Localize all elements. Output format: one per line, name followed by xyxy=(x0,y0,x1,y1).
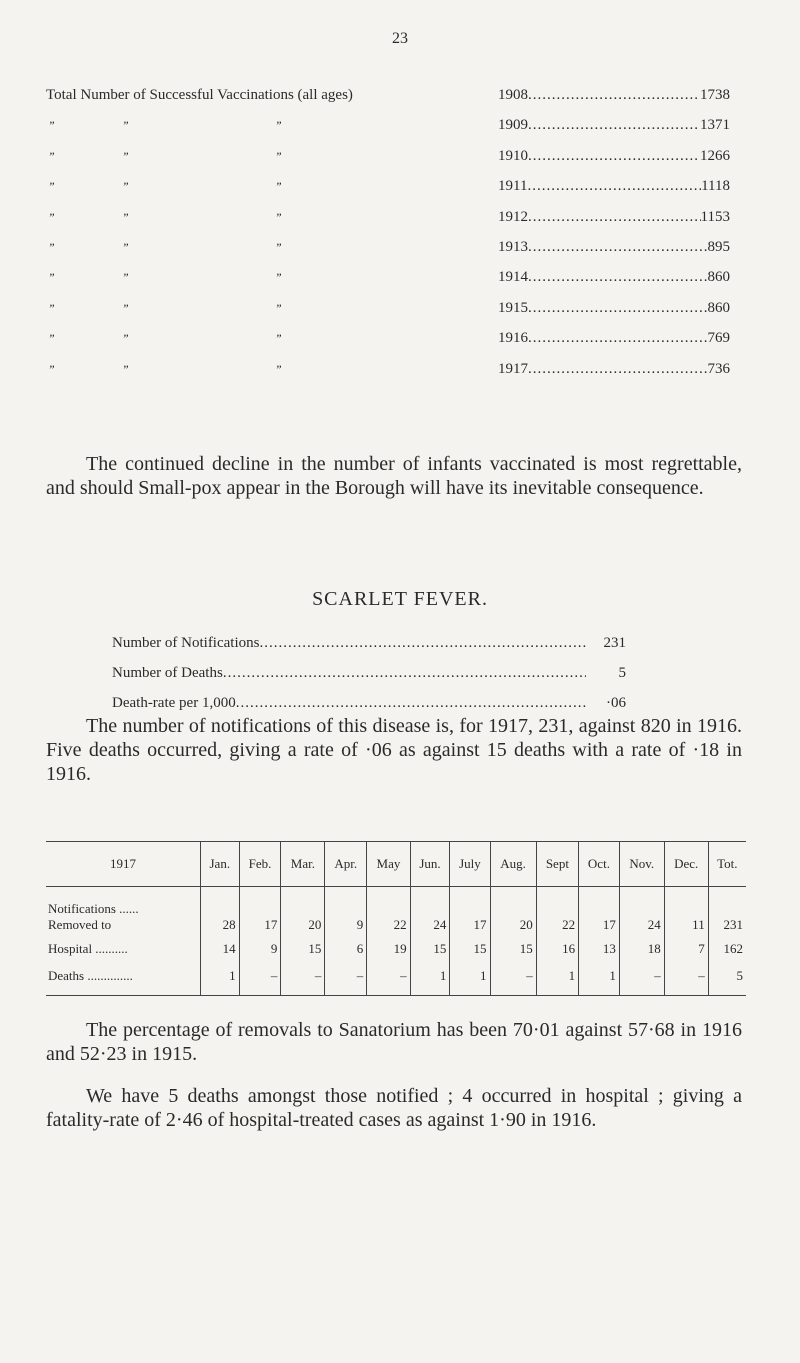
table-cell: – xyxy=(664,957,708,996)
ditto-mark: ” xyxy=(275,118,282,133)
table-cell: 1 xyxy=(201,957,240,996)
ditto-mark: ” xyxy=(48,179,55,194)
vaccination-year: 1909 xyxy=(498,117,528,134)
ditto-mark: ” xyxy=(122,361,129,376)
vaccination-row xyxy=(46,202,746,232)
table-cell: – xyxy=(367,957,410,996)
ditto-mark: ” xyxy=(122,148,129,163)
vaccination-year: 1910 xyxy=(498,147,528,164)
vaccination-count: 736 xyxy=(707,360,730,377)
leader-dots xyxy=(223,658,586,688)
table-cell: 16 xyxy=(536,933,578,957)
vaccination-row xyxy=(46,323,746,353)
section-title-scarlet-fever: SCARLET FEVER. xyxy=(312,588,488,610)
table-cell: 11 xyxy=(664,887,708,934)
table-cell: 22 xyxy=(536,887,578,934)
paragraph-text: The number of notifications of this disease is, for 1917, 231, against 820 in 1916. Five deaths occurred, giving a rate of ·06 as against 15 deaths with a rate of ·18 in 1916. xyxy=(46,715,742,785)
ditto-mark: ” xyxy=(275,300,282,315)
ditto-mark: ” xyxy=(48,118,55,133)
vaccination-row xyxy=(46,262,746,292)
table-cell: 24 xyxy=(410,887,450,934)
paragraph-notifications xyxy=(46,714,742,786)
leader-dots xyxy=(528,80,700,110)
leader-dots xyxy=(528,141,700,171)
table-cell: 28 xyxy=(201,887,240,934)
vaccinations-label: Total Number of Successful Vaccinations (all ages) xyxy=(46,87,353,103)
vaccination-year: 1917 xyxy=(498,360,528,377)
vaccination-year: 1912 xyxy=(498,208,528,225)
table-cell: 22 xyxy=(367,887,410,934)
table-cell: – xyxy=(325,957,367,996)
table-cell: 20 xyxy=(281,887,325,934)
leader-dots xyxy=(528,202,701,232)
ditto-mark: ” xyxy=(48,148,55,163)
vaccination-count: 1371 xyxy=(700,117,730,134)
column-header: Apr. xyxy=(325,842,367,887)
leader-dots xyxy=(528,323,708,353)
vaccination-count: 769 xyxy=(707,330,730,347)
column-header: Sept xyxy=(536,842,578,887)
column-header: Feb. xyxy=(239,842,281,887)
table-cell: 1 xyxy=(410,957,450,996)
table-cell: 1 xyxy=(579,957,620,996)
table-cell: – xyxy=(619,957,664,996)
ditto-mark: ” xyxy=(275,209,282,224)
table-cell: – xyxy=(490,957,536,996)
ditto-mark: ” xyxy=(48,331,55,346)
vaccination-count: 860 xyxy=(707,269,730,286)
stat-value: 5 xyxy=(618,665,626,681)
table-row xyxy=(46,887,746,934)
table-cell: – xyxy=(239,957,281,996)
ditto-mark: ” xyxy=(48,209,55,224)
stat-value: ·06 xyxy=(606,695,626,711)
column-header: Aug. xyxy=(490,842,536,887)
table-cell: 18 xyxy=(619,933,664,957)
stat-label: Number of Notifications xyxy=(112,635,260,651)
ditto-mark: ” xyxy=(275,179,282,194)
vaccination-year: 1911 xyxy=(498,178,528,195)
paragraph-fatality xyxy=(46,1084,742,1132)
column-header: Dec. xyxy=(664,842,708,887)
table-cell: 162 xyxy=(708,933,746,957)
vaccination-count: 1266 xyxy=(700,147,730,164)
column-header: 1917 xyxy=(110,856,136,871)
table-cell: 6 xyxy=(325,933,367,957)
table-cell: 1 xyxy=(536,957,578,996)
table-cell: 19 xyxy=(367,933,410,957)
ditto-mark: ” xyxy=(122,331,129,346)
table-cell: 17 xyxy=(239,887,281,934)
vaccination-year: 1915 xyxy=(498,299,528,316)
leader-dots xyxy=(259,628,586,658)
vaccination-row xyxy=(46,80,746,110)
table-cell: – xyxy=(281,957,325,996)
ditto-mark: ” xyxy=(48,270,55,285)
ditto-mark: ” xyxy=(275,270,282,285)
vaccinations-list xyxy=(46,80,746,384)
ditto-mark: ” xyxy=(122,179,129,194)
vaccination-year: 1908 xyxy=(498,87,528,103)
leader-dots xyxy=(528,354,708,384)
column-header: Jan. xyxy=(201,842,240,887)
table-cell: 15 xyxy=(281,933,325,957)
vaccination-count: 1118 xyxy=(701,178,730,195)
ditto-mark: ” xyxy=(275,239,282,254)
vaccination-year: 1916 xyxy=(498,330,528,347)
leader-dots xyxy=(528,110,700,140)
ditto-mark: ” xyxy=(48,239,55,254)
vaccination-count: 860 xyxy=(707,299,730,316)
column-header: July xyxy=(450,842,490,887)
row-label: Notifications ...... Removed to xyxy=(48,901,139,932)
scarlet-fever-stats xyxy=(112,628,626,718)
table-cell: 24 xyxy=(619,887,664,934)
column-header: Tot. xyxy=(708,842,746,887)
table-cell: 15 xyxy=(410,933,450,957)
table-cell: 231 xyxy=(708,887,746,934)
vaccination-row xyxy=(46,171,746,201)
vaccination-row xyxy=(46,293,746,323)
table-cell: 15 xyxy=(490,933,536,957)
column-header: Nov. xyxy=(619,842,664,887)
stat-value: 231 xyxy=(603,635,626,651)
table-cell: 1 xyxy=(450,957,490,996)
ditto-mark: ” xyxy=(48,361,55,376)
vaccination-count: 895 xyxy=(707,238,730,255)
paragraph-text: We have 5 deaths amongst those notified ; 4 occurred in hospital ; giving a fatality-rate of 2·46 of hospital-treated cases as against 1·90 in 1916. xyxy=(46,1085,742,1131)
column-header: Oct. xyxy=(579,842,620,887)
ditto-mark: ” xyxy=(275,148,282,163)
table-cell: 17 xyxy=(450,887,490,934)
table-row xyxy=(46,933,746,957)
vaccination-count: 1153 xyxy=(700,208,730,225)
vaccination-row xyxy=(46,232,746,262)
table-cell: 17 xyxy=(579,887,620,934)
ditto-mark: ” xyxy=(48,300,55,315)
table-cell: 15 xyxy=(450,933,490,957)
ditto-mark: ” xyxy=(275,361,282,376)
table-row xyxy=(46,957,746,996)
vaccination-year: 1913 xyxy=(498,238,528,255)
table-cell: 13 xyxy=(579,933,620,957)
row-label: Hospital .......... xyxy=(48,941,128,956)
paragraph-text: The percentage of removals to Sanatorium has been 70·01 against 57·68 in 1916 and 52·23 in 1915. xyxy=(46,1019,742,1065)
column-header: Jun. xyxy=(410,842,450,887)
table-header-row xyxy=(46,842,746,887)
monthly-table xyxy=(46,841,746,996)
table-cell: 9 xyxy=(325,887,367,934)
leader-dots xyxy=(527,171,701,201)
stat-row-deaths xyxy=(112,658,626,688)
vaccination-year: 1914 xyxy=(498,269,528,286)
stat-row-notifications xyxy=(112,628,626,658)
table-cell: 7 xyxy=(664,933,708,957)
ditto-mark: ” xyxy=(275,331,282,346)
table-cell: 9 xyxy=(239,933,281,957)
ditto-mark: ” xyxy=(122,239,129,254)
ditto-mark: ” xyxy=(122,300,129,315)
vaccination-row xyxy=(46,354,746,384)
stat-label: Number of Deaths xyxy=(112,665,223,681)
vaccination-row xyxy=(46,110,746,140)
stat-label: Death-rate per 1,000 xyxy=(112,695,236,711)
leader-dots xyxy=(528,262,708,292)
page-number: 23 xyxy=(392,30,408,47)
table-cell: 5 xyxy=(708,957,746,996)
ditto-mark: ” xyxy=(122,118,129,133)
row-label: Deaths .............. xyxy=(46,957,201,996)
column-header: May xyxy=(367,842,410,887)
table-cell: 14 xyxy=(201,933,240,957)
table-cell: 20 xyxy=(490,887,536,934)
ditto-mark: ” xyxy=(122,270,129,285)
column-header: Mar. xyxy=(281,842,325,887)
vaccination-row xyxy=(46,141,746,171)
paragraph-removals xyxy=(46,1018,742,1066)
leader-dots xyxy=(528,232,708,262)
paragraph-text: The continued decline in the number of infants vaccinated is most regrettable, and should Small-pox appear in the Borough will have its inevitable consequence. xyxy=(46,453,742,499)
ditto-mark: ” xyxy=(122,209,129,224)
vaccination-count: 1738 xyxy=(700,87,730,103)
leader-dots xyxy=(528,293,708,323)
paragraph-vaccination-decline xyxy=(46,452,742,500)
